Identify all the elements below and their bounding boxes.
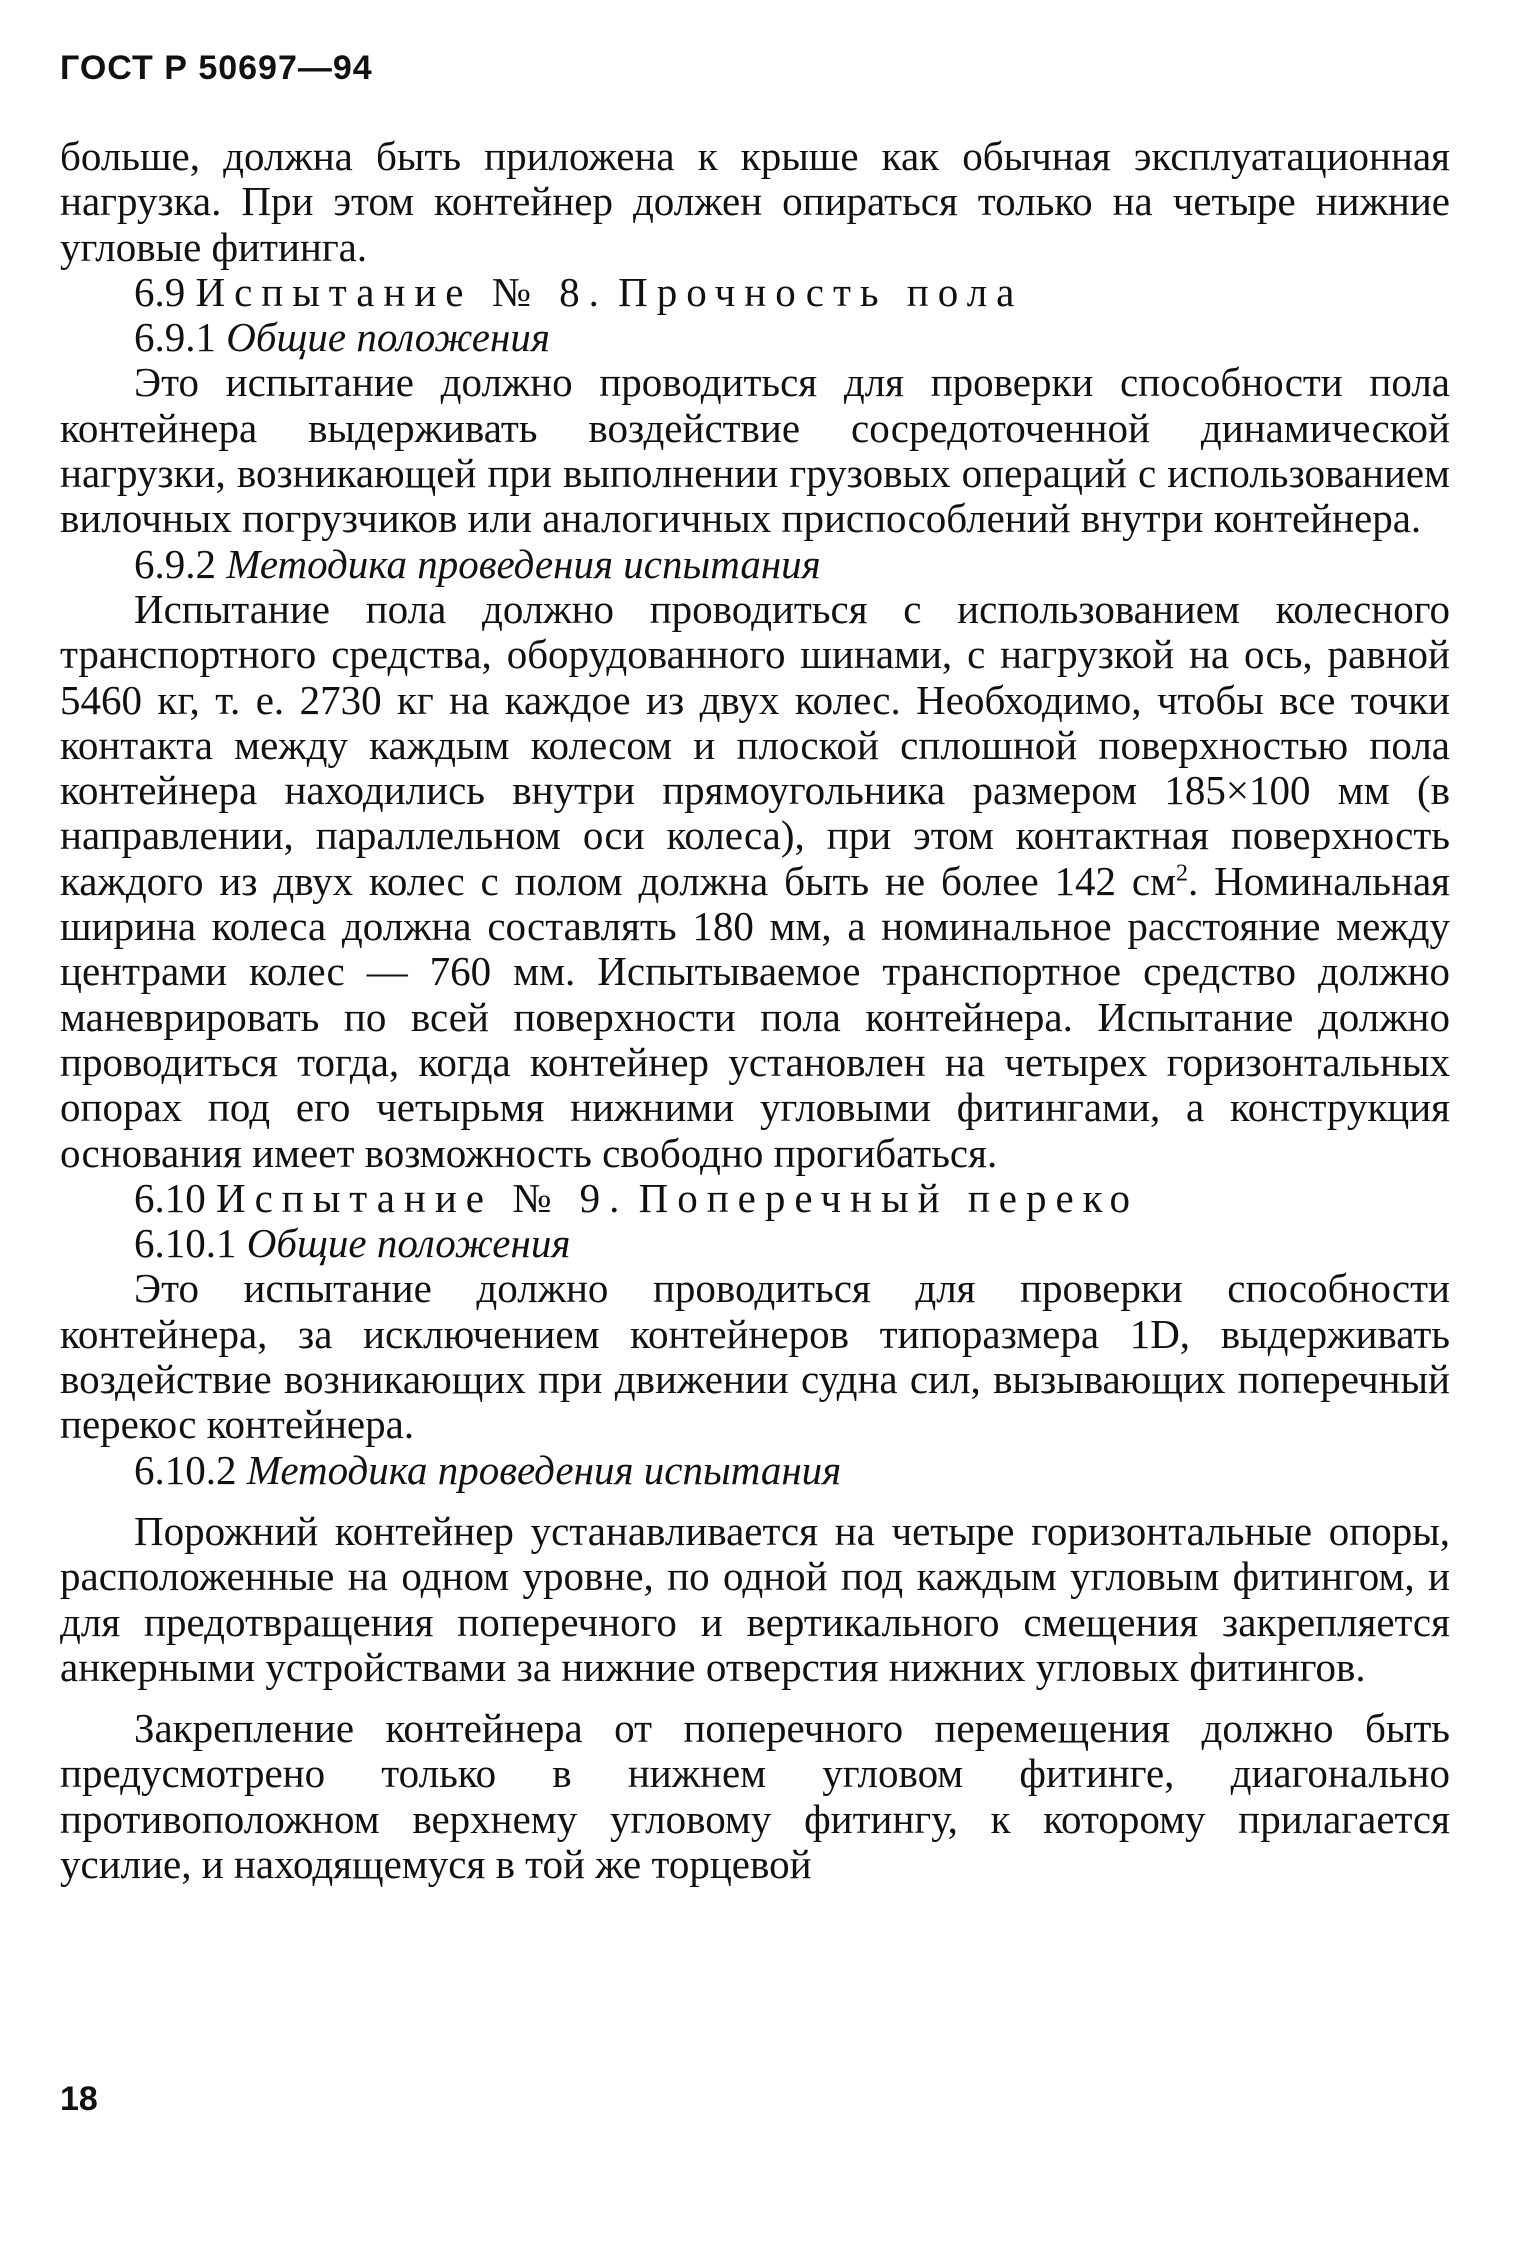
section-label: Испытание № 9.: [216, 1174, 629, 1221]
subsection-title: Методика проведения испытания: [246, 1446, 842, 1493]
paragraph-6-9-2: [60, 587, 1450, 1176]
paragraph-text: Испытание пола должно проводиться с использованием колесного транспортного средства, оборудованного шинами, с нагрузкой на ось, равной 5460 кг, т. е. 2730 кг на каждое из двух колес. Необходимо, чтобы все точки контакта между каждым колесом и плоской сплошной поверхностью пола контейнера находились внутри прямоугольника размером 185×100 мм (в направлении, параллельном оси колеса), при этом контактная поверхность каждого из двух колес с полом должна быть не более 142 см: [60, 585, 1450, 904]
paragraph-6-10-2-a: Порожний контейнер устанавливается на четыре горизонтальные опоры, расположенные на одном уровне, по одной под каждым угловым фитингом, и для предотвращения поперечного и вертикального смещения закрепляется анкерными устройствами за нижние отверстия нижних угловых фитингов.: [60, 1507, 1450, 1690]
section-title: Прочность пола: [618, 268, 1024, 315]
section-number: 6.10: [134, 1174, 206, 1221]
document-page: [60, 48, 1450, 2218]
paragraph-6-10-1: Это испытание должно проводиться для проверки способности контейнера, за исключением контейнеров типоразмера 1D, выдерживать воздействие возникающих при движении судна сил, вызывающих поперечный перекос контейнера.: [60, 1265, 1450, 1448]
subsection-number: 6.9.2: [134, 540, 216, 587]
paragraph-6-10-2-b: Закрепление контейнера от поперечного перемещения должно быть предусмотрено только в нижнем угловом фитинге, диагонально противоположном верхнему угловому фитингу, к которому прилагается усилие, и находящемуся в той же торцевой: [60, 1705, 1450, 1887]
subsection-number: 6.10.2: [134, 1446, 237, 1493]
page-number: 18: [60, 2080, 98, 2118]
paragraph-text: . Номинальная ширина колеса должна составлять 180 мм, а номинальное расстояние между центрами колес — 760 мм. Испытываемое транспортное средство должно маневрировать по всей поверхности пола контейнера. Испытание должно проводиться тогда, когда контейнер установлен на четырех горизонтальных опорах под его четырьмя нижними угловыми фитингами, а конструкция основания имеет возможность свободно прогибаться.: [60, 857, 1450, 1176]
subsection-title: Общие положения: [226, 314, 550, 361]
subsection-number: 6.10.1: [134, 1220, 237, 1267]
subsection-title: Методика проведения испытания: [226, 540, 821, 587]
subsection-title: Общие положения: [246, 1220, 571, 1267]
paragraph-intro: больше, должна быть приложена к крыше как обычная эксплуатационная нагрузка. При этом контейнер должен опираться только на четыре нижние угловые фитинга.: [60, 133, 1450, 270]
section-heading-6-10: [60, 1176, 1450, 1221]
section-heading-6-9: [60, 270, 1450, 315]
subsection-heading-6-9-2: [60, 542, 1450, 587]
section-number: 6.9: [134, 268, 186, 315]
subsection-heading-6-9-1: [60, 315, 1450, 360]
section-label: Испытание № 8.: [195, 268, 608, 315]
section-title: Поперечный переко: [638, 1174, 1140, 1221]
subsection-number: 6.9.1: [134, 314, 216, 361]
superscript: 2: [1176, 860, 1189, 887]
subsection-heading-6-10-1: [60, 1221, 1450, 1266]
paragraph-6-9-1: Это испытание должно проводиться для проверки способности пола контейнера выдерживать воздействие сосредоточенной динамической нагрузки, возникающей при выполнении грузовых операций с использованием вилочных погрузчиков или аналогичных приспособлений внутри контейнера.: [60, 359, 1450, 542]
standard-header: ГОСТ Р 50697—94: [60, 49, 373, 87]
subsection-heading-6-10-2: [60, 1448, 1450, 1493]
